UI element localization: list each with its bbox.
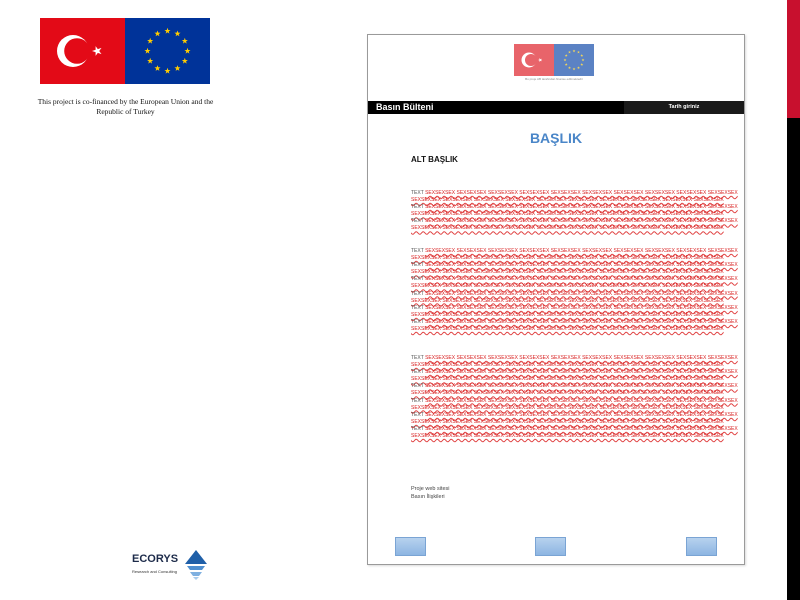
filler-text: SEXSEXSEX SEXSEXSEX SEXSEXSEX SEXSEXSEX SEXSEXSEX SEXSEXSEX SEXSEXSEX SEXSEXSEX SEXSEXSEX SEXSEXSEX xyxy=(411,326,724,333)
press-release-preview xyxy=(367,34,745,565)
doc-placeholder-button-3[interactable] xyxy=(686,537,717,556)
filler-text: SEXSEXSEX SEXSEXSEX SEXSEXSEX SEXSEXSEX SEXSEXSEX SEXSEXSEX SEXSEXSEX SEXSEXSEX SEXSEXSEX SEXSEXSEX xyxy=(411,404,724,411)
mini-flags-icon xyxy=(514,44,594,76)
banner-bar xyxy=(368,101,744,114)
filler-text: SEXSEXSEX SEXSEXSEX SEXSEXSEX SEXSEXSEX SEXSEXSEX SEXSEXSEX SEXSEXSEX SEXSEXSEX SEXSEXSEX SEXSEXSEX xyxy=(425,218,738,225)
paragraph-line xyxy=(411,311,724,319)
filler-text: SEXSEXSEX SEXSEXSEX SEXSEXSEX SEXSEXSEX SEXSEXSEX SEXSEXSEX SEXSEXSEX SEXSEXSEX SEXSEXSEX SEXSEXSEX xyxy=(411,283,724,290)
footer-press: Basın İlişkileri xyxy=(411,494,445,500)
filler-text: SEXSEXSEX SEXSEXSEX SEXSEXSEX SEXSEXSEX SEXSEXSEX SEXSEXSEX SEXSEXSEX SEXSEXSEX SEXSEXSEX SEXSEXSEX xyxy=(411,297,724,304)
text-word: TEXT xyxy=(411,425,426,432)
filler-text: SEXSEXSEX SEXSEXSEX SEXSEXSEX SEXSEXSEX SEXSEXSEX SEXSEXSEX SEXSEXSEX SEXSEXSEX SEXSEXSEX SEXSEXSEX xyxy=(411,225,724,232)
paragraph-line xyxy=(411,248,738,255)
filler-text: SEXSEXSEX SEXSEXSEX SEXSEXSEX SEXSEXSEX SEXSEXSEX SEXSEXSEX SEXSEXSEX SEXSEXSEX SEXSEXSEX SEXSEXSEX xyxy=(411,433,724,440)
text-word: TEXT xyxy=(411,276,426,283)
filler-text: SEXSEXSEX SEXSEXSEX SEXSEXSEX SEXSEXSEX SEXSEXSEX SEXSEXSEX SEXSEXSEX SEXSEXSEX SEXSEXSEX SEXSEXSEX xyxy=(425,204,738,211)
paragraph-line xyxy=(411,433,724,440)
paragraph-line xyxy=(411,390,724,397)
paragraph-line xyxy=(411,211,724,218)
paragraph-2 xyxy=(411,248,738,333)
paragraph-line xyxy=(411,290,738,298)
paragraph-line xyxy=(411,262,738,269)
paragraph-line xyxy=(411,204,738,211)
paragraph-line xyxy=(411,397,738,405)
text-word: TEXT xyxy=(411,190,426,196)
filler-text: SEXSEXSEX SEXSEXSEX SEXSEXSEX SEXSEXSEX SEXSEXSEX SEXSEXSEX SEXSEXSEX SEXSEXSEX SEXSEXSEX SEXSEXSEX xyxy=(425,262,738,269)
filler-text: SEXSEXSEX SEXSEXSEX SEXSEXSEX SEXSEXSEX SEXSEXSEX SEXSEXSEX SEXSEXSEX SEXSEXSEX SEXSEXSEX SEXSEXSEX xyxy=(425,248,738,254)
filler-text: SEXSEXSEX SEXSEXSEX SEXSEXSEX SEXSEXSEX SEXSEXSEX SEXSEXSEX SEXSEXSEX SEXSEXSEX SEXSEXSEX SEXSEXSEX xyxy=(411,362,724,369)
paragraph-line xyxy=(411,318,738,326)
ecorys-mark-icon xyxy=(185,550,207,580)
ecorys-name: ECORYS xyxy=(132,553,179,565)
text-word: TEXT xyxy=(411,218,426,225)
doc-title: BAŞLIK xyxy=(529,130,583,146)
filler-text: SEXSEXSEX SEXSEXSEX SEXSEXSEX SEXSEXSEX SEXSEXSEX SEXSEXSEX SEXSEXSEX SEXSEXSEX SEXSEXSEX SEXSEXSEX xyxy=(425,190,738,196)
filler-text: SEXSEXSEX SEXSEXSEX SEXSEXSEX SEXSEXSEX SEXSEXSEX SEXSEXSEX SEXSEXSEX SEXSEXSEX SEXSEXSEX SEXSEXSEX xyxy=(411,376,724,383)
paragraph-line xyxy=(411,304,738,312)
text-word: TEXT xyxy=(411,204,426,211)
paragraph-line xyxy=(411,425,738,433)
paragraph-line xyxy=(411,225,724,232)
side-accent-black xyxy=(787,118,800,600)
filler-text: SEXSEXSEX SEXSEXSEX SEXSEXSEX SEXSEXSEX SEXSEXSEX SEXSEXSEX SEXSEXSEX SEXSEXSEX SEXSEXSEX SEXSEXSEX xyxy=(411,418,724,425)
paragraph-line xyxy=(411,283,724,290)
paragraph-line xyxy=(411,218,738,225)
paragraph-line xyxy=(411,276,738,283)
eu-flag-icon xyxy=(125,18,210,84)
paragraph-line xyxy=(411,383,738,390)
paragraph-line xyxy=(411,376,724,383)
filler-text: SEXSEXSEX SEXSEXSEX SEXSEXSEX SEXSEXSEX SEXSEXSEX SEXSEXSEX SEXSEXSEX SEXSEXSEX SEXSEXSEX SEXSEXSEX xyxy=(425,397,738,404)
text-word: TEXT xyxy=(411,318,426,325)
paragraph-line xyxy=(411,197,724,204)
text-word: TEXT xyxy=(411,411,426,418)
text-word: TEXT xyxy=(411,355,426,361)
banner-title: Basın Bülteni xyxy=(376,102,434,112)
paragraph-line xyxy=(411,326,724,333)
paragraph-line xyxy=(411,362,724,369)
doc-placeholder-button-2[interactable] xyxy=(535,537,566,556)
paragraph-line xyxy=(411,355,738,362)
doc-subtitle: ALT BAŞLIK xyxy=(411,155,458,164)
paragraph-line xyxy=(411,411,738,419)
side-accent-red xyxy=(787,0,800,118)
filler-text: SEXSEXSEX SEXSEXSEX SEXSEXSEX SEXSEXSEX SEXSEXSEX SEXSEXSEX SEXSEXSEX SEXSEXSEX SEXSEXSEX SEXSEXSEX xyxy=(411,311,724,318)
filler-text: SEXSEXSEX SEXSEXSEX SEXSEXSEX SEXSEXSEX SEXSEXSEX SEXSEXSEX SEXSEXSEX SEXSEXSEX SEXSEXSEX SEXSEXSEX xyxy=(425,290,738,297)
paragraph-line xyxy=(411,369,738,376)
filler-text: SEXSEXSEX SEXSEXSEX SEXSEXSEX SEXSEXSEX SEXSEXSEX SEXSEXSEX SEXSEXSEX SEXSEXSEX SEXSEXSEX SEXSEXSEX xyxy=(425,369,738,376)
text-word: TEXT xyxy=(411,383,426,390)
filler-text: SEXSEXSEX SEXSEXSEX SEXSEXSEX SEXSEXSEX SEXSEXSEX SEXSEXSEX SEXSEXSEX SEXSEXSEX SEXSEXSEX SEXSEXSEX xyxy=(425,304,738,311)
text-word: TEXT xyxy=(411,248,426,254)
filler-text: SEXSEXSEX SEXSEXSEX SEXSEXSEX SEXSEXSEX SEXSEXSEX SEXSEXSEX SEXSEXSEX SEXSEXSEX SEXSEXSEX SEXSEXSEX xyxy=(411,211,724,218)
text-word: TEXT xyxy=(411,369,426,376)
banner-date: Tarih giriniz xyxy=(624,101,744,114)
filler-text: SEXSEXSEX SEXSEXSEX SEXSEXSEX SEXSEXSEX SEXSEXSEX SEXSEXSEX SEXSEXSEX SEXSEXSEX SEXSEXSEX SEXSEXSEX xyxy=(425,425,738,432)
paragraph-line xyxy=(411,269,724,276)
filler-text: SEXSEXSEX SEXSEXSEX SEXSEXSEX SEXSEXSEX SEXSEXSEX SEXSEXSEX SEXSEXSEX SEXSEXSEX SEXSEXSEX SEXSEXSEX xyxy=(425,318,738,325)
text-word: TEXT xyxy=(411,304,426,311)
filler-text: SEXSEXSEX SEXSEXSEX SEXSEXSEX SEXSEXSEX SEXSEXSEX SEXSEXSEX SEXSEXSEX SEXSEXSEX SEXSEXSEX SEXSEXSEX xyxy=(411,255,724,262)
filler-text: SEXSEXSEX SEXSEXSEX SEXSEXSEX SEXSEXSEX SEXSEXSEX SEXSEXSEX SEXSEXSEX SEXSEXSEX SEXSEXSEX SEXSEXSEX xyxy=(411,197,724,204)
paragraph-line xyxy=(411,297,724,305)
text-word: TEXT xyxy=(411,262,426,269)
filler-text: SEXSEXSEX SEXSEXSEX SEXSEXSEX SEXSEXSEX SEXSEXSEX SEXSEXSEX SEXSEXSEX SEXSEXSEX SEXSEXSEX SEXSEXSEX xyxy=(425,411,738,418)
paragraph-line xyxy=(411,404,724,412)
paragraph-line xyxy=(411,190,738,197)
paragraph-line xyxy=(411,255,724,262)
footer-website: Proje web sitesi xyxy=(411,486,450,492)
doc-footer xyxy=(411,485,450,501)
text-word: TEXT xyxy=(411,290,426,297)
ecorys-tagline: Research and Consulting xyxy=(132,569,177,574)
filler-text: SEXSEXSEX SEXSEXSEX SEXSEXSEX SEXSEXSEX SEXSEXSEX SEXSEXSEX SEXSEXSEX SEXSEXSEX SEXSEXSEX SEXSEXSEX xyxy=(411,390,724,397)
doc-placeholder-button-1[interactable] xyxy=(395,537,426,556)
ecorys-logo xyxy=(132,550,212,582)
turkey-flag-icon xyxy=(40,18,125,84)
filler-text: SEXSEXSEX SEXSEXSEX SEXSEXSEX SEXSEXSEX SEXSEXSEX SEXSEXSEX SEXSEXSEX SEXSEXSEX SEXSEXSEX SEXSEXSEX xyxy=(425,383,738,390)
cofinance-note: This project is co-financed by the European Union and the Republic of Turkey xyxy=(37,97,214,116)
doc-flags-caption: Bu proje AB tarafından finanse edilmektedir xyxy=(525,77,583,81)
filler-text: SEXSEXSEX SEXSEXSEX SEXSEXSEX SEXSEXSEX SEXSEXSEX SEXSEXSEX SEXSEXSEX SEXSEXSEX SEXSEXSEX SEXSEXSEX xyxy=(425,276,738,283)
paragraph-3 xyxy=(411,355,738,440)
filler-text: SEXSEXSEX SEXSEXSEX SEXSEXSEX SEXSEXSEX SEXSEXSEX SEXSEXSEX SEXSEXSEX SEXSEXSEX SEXSEXSEX SEXSEXSEX xyxy=(411,269,724,276)
filler-text: SEXSEXSEX SEXSEXSEX SEXSEXSEX SEXSEXSEX SEXSEXSEX SEXSEXSEX SEXSEXSEX SEXSEXSEX SEXSEXSEX SEXSEXSEX xyxy=(425,355,738,361)
paragraph-1 xyxy=(411,190,738,233)
paragraph-line xyxy=(411,418,724,426)
text-word: TEXT xyxy=(411,397,426,404)
